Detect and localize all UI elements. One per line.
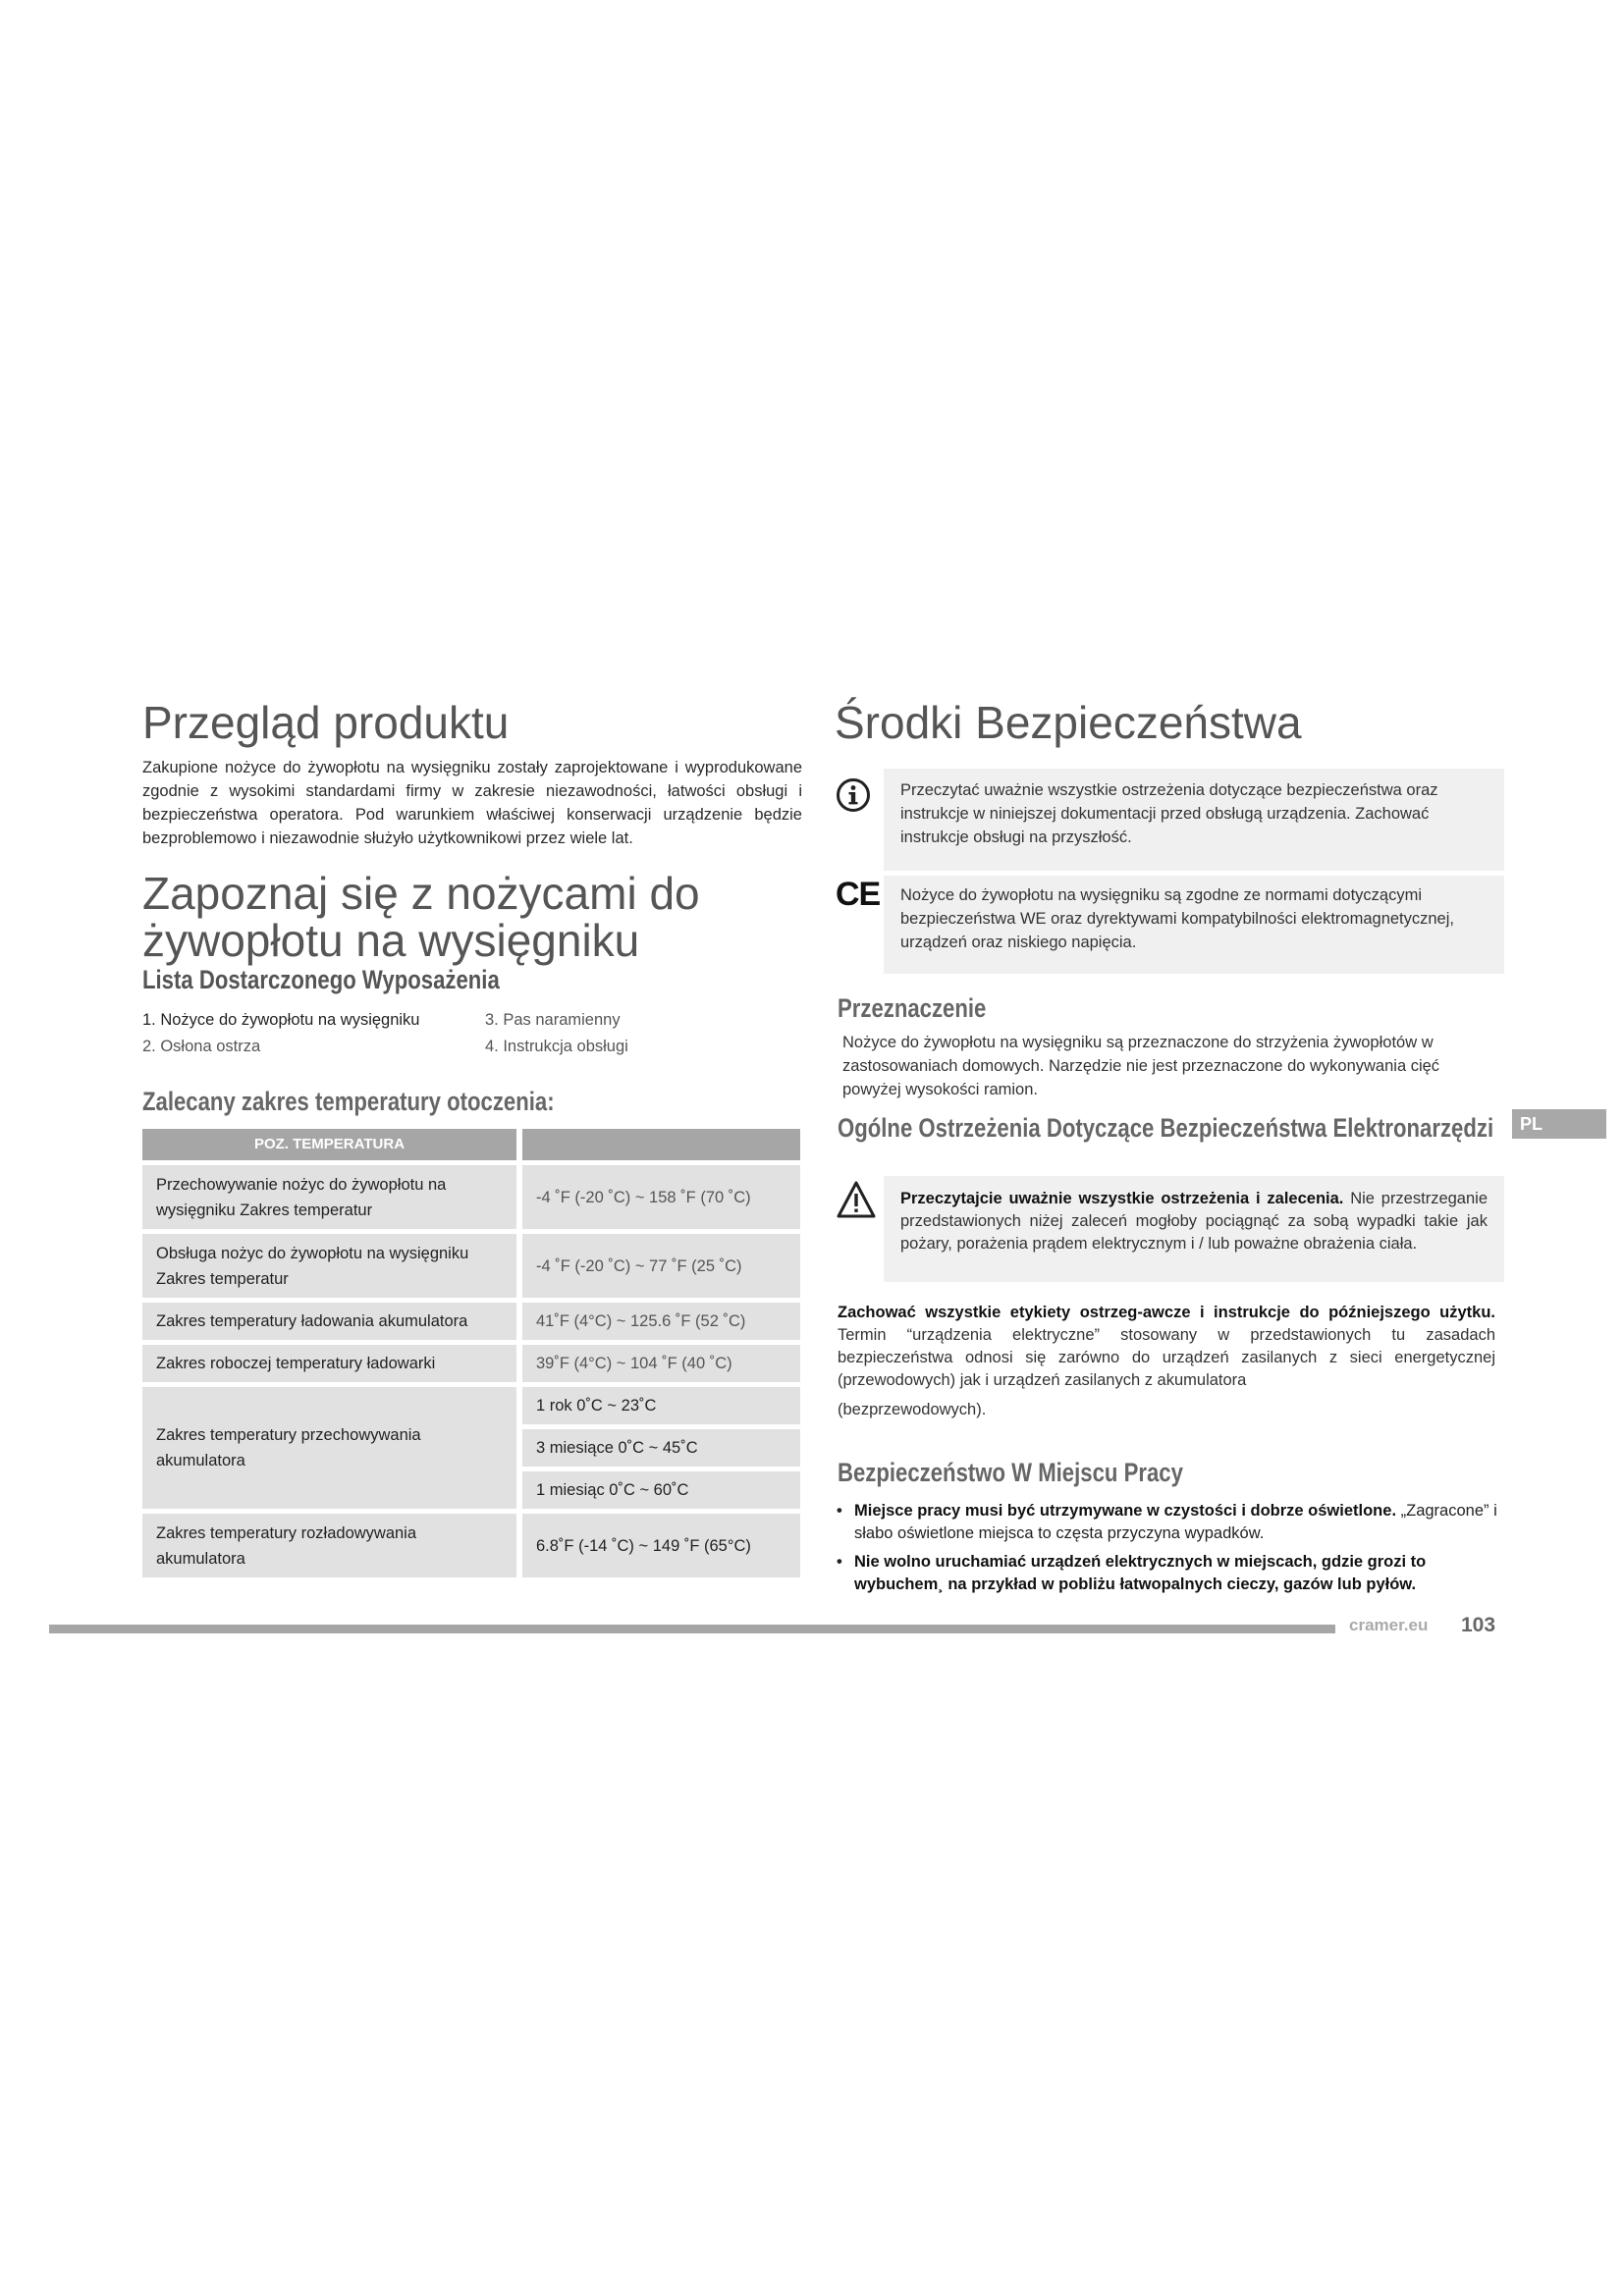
familiarize-title	[142, 870, 700, 965]
equipment-item-2: 2. Osłona ostrza	[142, 1038, 261, 1055]
warning-text	[900, 1188, 1488, 1255]
general-warnings-heading: Ogólne Ostrzeżenia Dotyczące Bezpieczeństwa Elektronarzędzi	[838, 1113, 1494, 1143]
table-cell-label: Zakres roboczej temperatury ładowarki	[142, 1345, 516, 1382]
equipment-item-3: 3. Pas naramienny	[485, 1011, 621, 1029]
table-cell-value: 1 miesiąc 0˚C ~ 60˚C	[522, 1471, 800, 1509]
table-cell-label: Zakres temperatury rozładowywania akumulatora	[142, 1514, 516, 1577]
info-text: Przeczytać uważnie wszystkie ostrzeżenia dotyczące bezpieczeństwa oraz instrukcje w niniejszej dokumentacji przed obsługą urządzenia. Zachować instrukcje obsługi na przyszłość.	[900, 781, 1438, 846]
table-cell-value: -4 ˚F (-20 ˚C) ~ 77 ˚F (25 ˚C)	[522, 1234, 800, 1298]
table-cell-label: Zakres temperatury ładowania akumulatora	[142, 1303, 516, 1340]
warning-bold: Przeczytajcie uważnie wszystkie ostrzeżenia i zalecenia.	[900, 1190, 1344, 1207]
table-cell-label: Przechowywanie nożyc do żywopłotu na wysięgniku Zakres temperatur	[142, 1165, 516, 1229]
ce-text: Nożyce do żywopłotu na wysięgniku są zgodne ze normami dotyczącymi bezpieczeństwa WE oraz dyrektywami kompatybilności elektromagnetycznej, urządzeń oraz niskiego napięcia.	[900, 886, 1454, 951]
temperature-heading: Zalecany zakres temperatury otoczenia:	[142, 1087, 555, 1116]
equipment-heading: Lista Dostarczonego Wyposażenia	[142, 965, 500, 994]
purpose-text: Nożyce do żywopłotu na wysięgniku są przeznaczone do strzyżenia żywopłotów w zastosowaniach domowych. Narzędzie nie jest przeznaczone do wykonywania cięć powyżej wysokości ramion.	[842, 1034, 1440, 1098]
language-tab	[1512, 1109, 1606, 1139]
table-row	[142, 1303, 800, 1340]
footer-rule	[49, 1625, 1335, 1633]
equipment-item-1: 1. Nożyce do żywopłotu na wysięgniku	[142, 1011, 420, 1029]
product-overview-title: Przegląd produktu	[142, 697, 510, 748]
familiarize-title-line1: Zapoznaj się z nożycami do	[142, 868, 700, 919]
table-cell-label: Obsługa nożyc do żywopłotu na wysięgniku Zakres temperatur	[142, 1234, 516, 1298]
page-number: 103	[1461, 1614, 1496, 1636]
purpose-heading: Przeznaczenie	[838, 993, 987, 1023]
table-row	[142, 1165, 800, 1229]
table-cell-value: 41˚F (4°C) ~ 125.6 ˚F (52 ˚C)	[522, 1303, 800, 1340]
table-cell-value: 1 rok 0˚C ~ 23˚C	[522, 1387, 800, 1424]
table-row	[142, 1514, 800, 1577]
storage-values	[522, 1387, 800, 1509]
table-cell-value: 3 miesiące 0˚C ~ 45˚C	[522, 1429, 800, 1467]
warning-body: Nie przestrzeganie przedstawionych niżej zaleceń mogłoby pociągnąć za sobą wypadki takie jak pożary, porażenia prądem elektrycznym i / lub poważne obrażenia ciała.	[900, 1190, 1488, 1253]
table-cell-value: 6.8˚F (-14 ˚C) ~ 149 ˚F (65°C)	[522, 1514, 800, 1577]
table-header-row	[142, 1129, 800, 1160]
language-tab-label: PL	[1520, 1114, 1543, 1134]
keep-bold: Zachować wszystkie etykiety ostrzeg-awcze i instrukcje do późniejszego użytku.	[838, 1304, 1495, 1321]
familiarize-title-line2: żywopłotu na wysięgniku	[142, 915, 640, 967]
table-cell-value: 39˚F (4°C) ~ 104 ˚F (40 ˚C)	[522, 1345, 800, 1382]
info-icon	[836, 777, 871, 813]
table-header-item: POZ. TEMPERATURA	[142, 1129, 516, 1160]
footer-site: cramer.eu	[1349, 1616, 1429, 1634]
keep-body: Termin “urządzenia elektryczne” stosowany w przedstawionych tu zasadach bezpieczeństwa odnosi się zarówno do urządzeń zasilanych z sieci energetycznej (przewodowych) jak i urządzeń zasilanych z akumulatora	[838, 1326, 1495, 1389]
list-item	[835, 1500, 1504, 1545]
workplace-heading: Bezpieczeństwo W Miejscu Pracy	[838, 1458, 1183, 1487]
bullet1-body: „Zagracone” i słabo oświetlone miejsca to częsta przyczyna wypadków.	[854, 1502, 1497, 1542]
keep-tail: (bezprzewodowych).	[838, 1401, 987, 1418]
list-item	[835, 1551, 1504, 1596]
bullet1-bold: Miejsce pracy musi być utrzymywane w czystości i dobrze oświetlone.	[854, 1502, 1397, 1520]
table-row	[142, 1234, 800, 1298]
workplace-bullets	[835, 1500, 1504, 1596]
safety-title: Środki Bezpieczeństwa	[835, 697, 1302, 748]
table-header-value	[522, 1129, 800, 1160]
table-cell-value: -4 ˚F (-20 ˚C) ~ 158 ˚F (70 ˚C)	[522, 1165, 800, 1229]
table-cell-label: Zakres temperatury przechowywania akumulatora	[142, 1387, 516, 1509]
ce-mark-icon: CE	[836, 876, 881, 913]
keep-labels-paragraph	[838, 1302, 1495, 1392]
table-row	[142, 1345, 800, 1382]
equipment-item-4: 4. Instrukcja obsługi	[485, 1038, 628, 1055]
table-row-battery-storage	[142, 1387, 800, 1509]
temperature-table	[142, 1129, 800, 1582]
product-intro-paragraph: Zakupione nożyce do żywopłotu na wysięgniku zostały zaprojektowane i wyprodukowane zgodnie z wysokimi standardami firmy w zakresie niezawodności, łatwości obsługi i bezpieczeństwa operatora. Pod warunkiem właściwej konserwacji urządzenie będzie bezproblemowo i niezawodnie służyło użytkownikowi przez wiele lat.	[142, 759, 802, 847]
warning-triangle-icon	[836, 1180, 877, 1219]
bullet2-bold: Nie wolno uruchamiać urządzeń elektrycznych w miejscach, gdzie grozi to wybuchem¸ na przykład w pobliżu łatwopalnych cieczy, gazów lub pyłów.	[854, 1553, 1427, 1593]
